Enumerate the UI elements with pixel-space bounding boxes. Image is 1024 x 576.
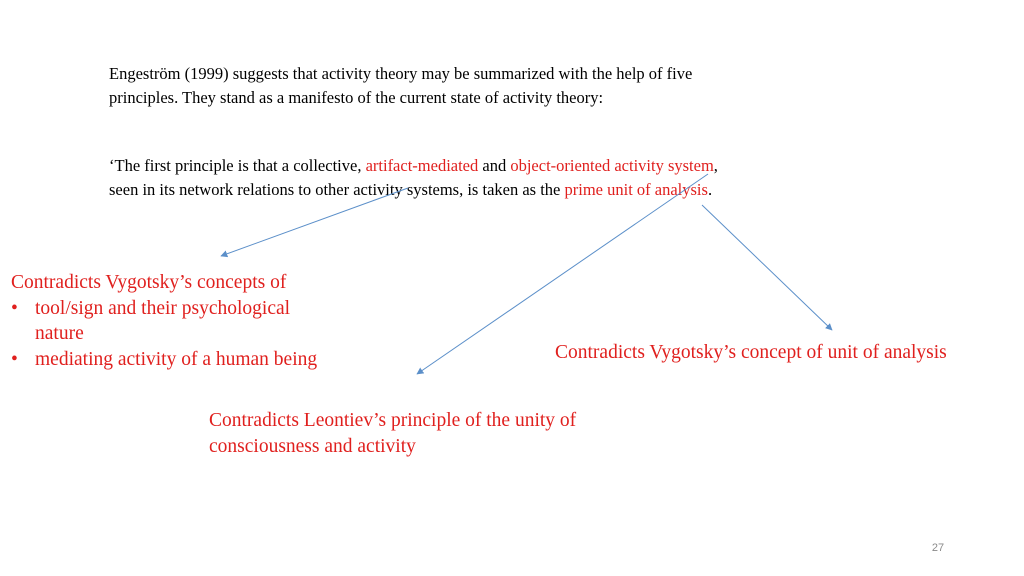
intro-line-2: principles. They stand as a manifesto of the current state of activity theory: bbox=[109, 88, 604, 107]
vygotsky-unit-of-analysis-note: Contradicts Vygotsky’s concept of unit of analysis bbox=[555, 342, 947, 363]
quote-text: . bbox=[707, 180, 713, 199]
quote-text: and bbox=[478, 156, 511, 175]
quote-text: ‘The first principle is that a collective, bbox=[109, 156, 366, 175]
arrow-object-oriented-to-leontiev bbox=[417, 174, 708, 374]
leontiev-line-2: consciousness and activity bbox=[209, 435, 416, 457]
leontiev-line-1: Contradicts Leontiev’s principle of the unity of bbox=[209, 410, 577, 431]
list-item-line: • tool/sign and their psychological bbox=[35, 297, 291, 319]
list-item-line: nature bbox=[35, 323, 84, 344]
slide-number: 27 bbox=[931, 542, 945, 554]
highlight-object-oriented-activity-system: object-oriented activity system bbox=[510, 156, 714, 175]
quote-text: , bbox=[713, 156, 718, 175]
highlight-artifact-mediated: artifact-mediated bbox=[365, 156, 479, 175]
quote-text: seen in its network relations to other activity systems, is taken as the bbox=[109, 180, 565, 199]
highlight-prime-unit-of-analysis: prime unit of analysis bbox=[564, 180, 708, 199]
intro-line-1: Engeström (1999) suggests that activity theory may be summarized with the help of five bbox=[109, 64, 693, 83]
vygotsky-concepts-heading: Contradicts Vygotsky’s concepts of bbox=[11, 272, 287, 293]
arrow-prime-unit-to-vygotsky-unit bbox=[702, 205, 832, 330]
list-item-line: • mediating activity of a human being bbox=[35, 348, 318, 370]
arrow-artifact-mediated-to-vygotsky-concepts bbox=[221, 188, 408, 256]
